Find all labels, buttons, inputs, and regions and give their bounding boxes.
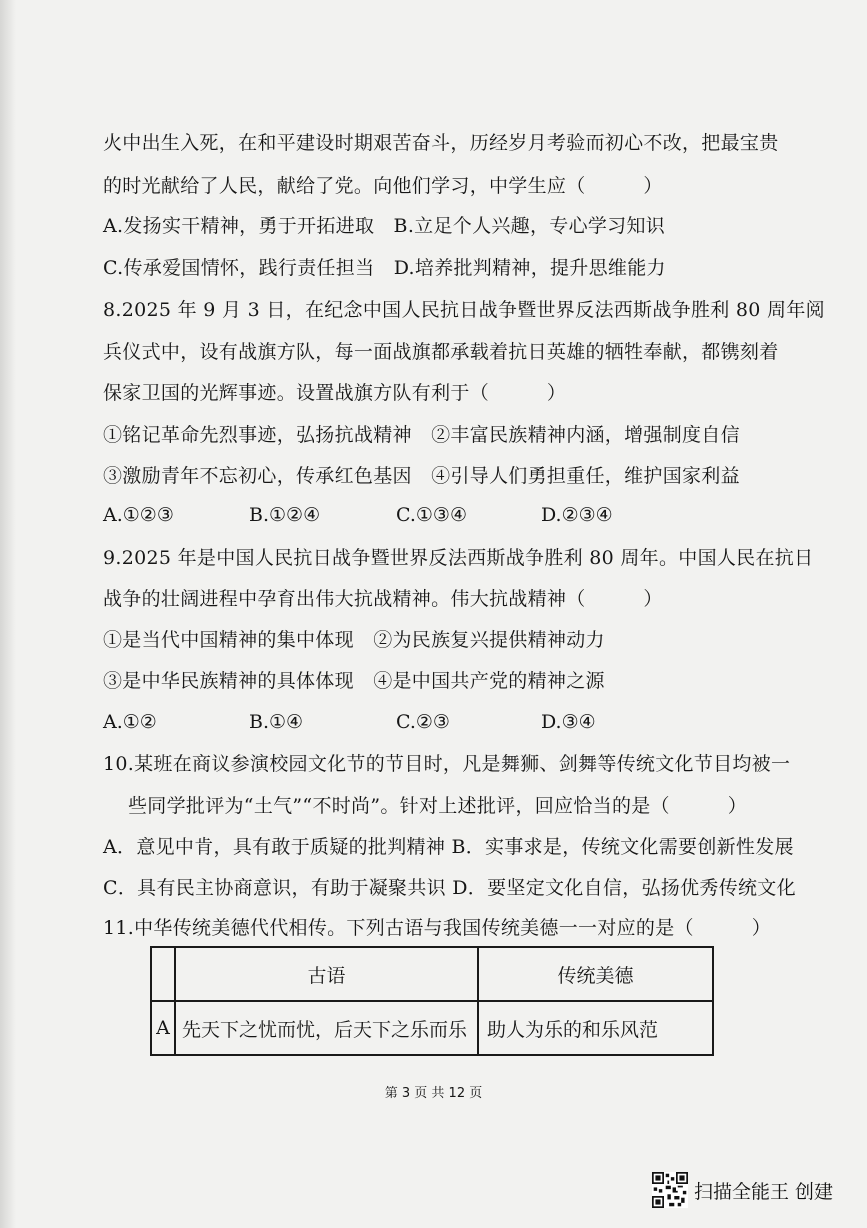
q9-statements-12: ①是当代中国精神的集中体现 ②为民族复兴提供精神动力	[103, 629, 605, 651]
q11-stem: 11.中华传统美德代代相传。下列古语与我国传统美德一一对应的是（ ）	[103, 917, 772, 939]
q8-stem-line-1: 8.2025 年 9 月 3 日，在纪念中国人民抗日战争暨世界反法西斯战争胜利 80 周年阅	[103, 299, 825, 321]
q9-stem-line-2: 战争的壮阔进程中孕育出伟大抗战精神。伟大抗战精神（ ）	[103, 588, 663, 610]
q8-stem-line-3: 保家卫国的光辉事迹。设置战旗方队有利于（ ）	[103, 382, 567, 404]
table-header-saying: 古语	[175, 947, 478, 1001]
table-cell-index: A	[151, 1001, 175, 1055]
table-cell-virtue: 助人为乐的和乐风范	[478, 1001, 713, 1055]
q10-options-cd: C．具有民主协商意识，有助于凝聚共识 D．要坚定文化自信，弘扬优秀传统文化	[103, 877, 796, 899]
q8-option-a: A.①②③	[103, 504, 174, 526]
q7-options-cd: C.传承爱国情怀，践行责任担当 D.培养批判精神，提升思维能力	[103, 257, 666, 279]
q8-statements-34: ③激励青年不忘初心，传承红色基因 ④引导人们勇担重任，维护国家利益	[103, 465, 740, 487]
q7-stem-line-1: 火中出生入死，在和平建设时期艰苦奋斗，历经岁月考验而初心不改，把最宝贵	[103, 132, 779, 154]
q9-statements-34: ③是中华民族精神的具体体现 ④是中国共产党的精神之源	[103, 670, 605, 692]
scanner-watermark	[652, 1171, 833, 1209]
q8-option-b: B.①②④	[249, 504, 321, 526]
scan-edge-shadow	[0, 0, 16, 1228]
q9-option-c: C.②③	[396, 711, 450, 733]
q9-option-b: B.①④	[249, 711, 304, 733]
q11-table	[150, 946, 714, 1056]
table-header-virtue: 传统美德	[478, 947, 713, 1001]
q7-stem-line-2: 的时光献给了人民，献给了党。向他们学习，中学生应（ ）	[103, 175, 663, 197]
q8-option-d: D.②③④	[541, 504, 613, 526]
page-footer: 第 3 页 共 12 页	[384, 1086, 483, 1101]
q10-stem-line-2: 些同学批评为“土气”“不时尚”。针对上述批评，回应恰当的是（ ）	[128, 795, 748, 817]
table-header-row	[151, 947, 713, 1001]
table-cell-saying: 先天下之忧而忧，后天下之乐而乐	[175, 1001, 478, 1055]
q7-options-ab: A.发扬实干精神，勇于开拓进取 B.立足个人兴趣，专心学习知识	[103, 215, 666, 237]
q9-stem-line-1: 9.2025 年是中国人民抗日战争暨世界反法西斯战争胜利 80 周年。中国人民在抗日	[103, 547, 814, 569]
q8-stem-line-2: 兵仪式中，设有战旗方队，每一面战旗都承载着抗日英雄的牺牲奉献，都镌刻着	[103, 341, 779, 363]
q9-option-d: D.③④	[541, 711, 596, 733]
table-header-index	[151, 947, 175, 1001]
q10-stem-line-1: 10.某班在商议参演校园文化节的节目时，凡是舞狮、剑舞等传统文化节目均被一	[103, 753, 791, 775]
q8-option-c: C.①③④	[396, 504, 467, 526]
q10-options-ab: A．意见中肯，具有敢于质疑的批判精神 B．实事求是，传统文化需要创新性发展	[103, 836, 794, 858]
watermark-text: 扫描全能王 创建	[694, 1180, 834, 1203]
q9-option-a: A.①②	[103, 711, 157, 733]
qr-code-icon	[652, 1172, 688, 1208]
table-row	[151, 1001, 713, 1055]
q8-statements-12: ①铭记革命先烈事迹，弘扬抗战精神 ②丰富民族精神内涵，增强制度自信	[103, 424, 740, 446]
